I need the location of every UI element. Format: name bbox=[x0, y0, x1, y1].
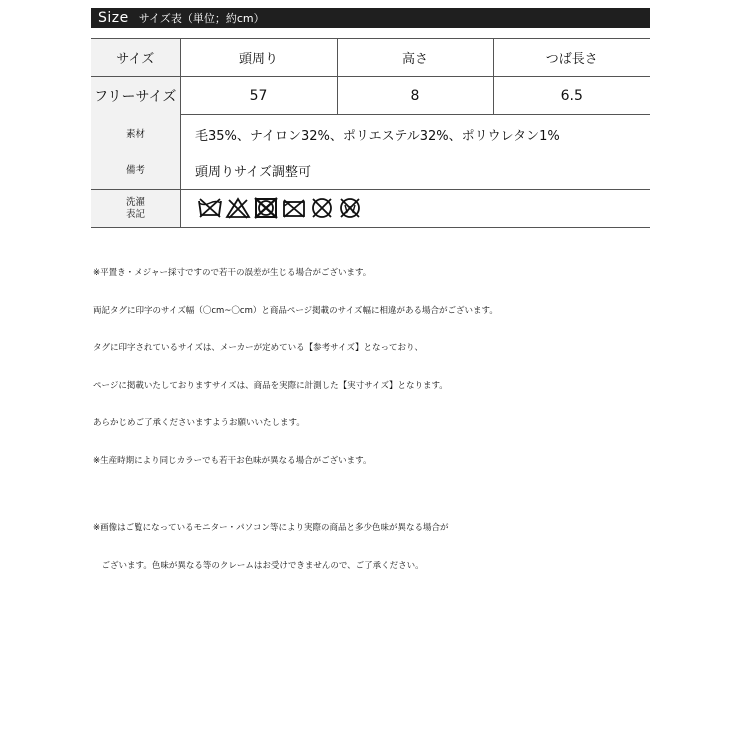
note-line: タグに印字されているサイズは、メーカーが定めている【参考サイズ】となっており、 bbox=[93, 343, 423, 353]
size-table-header-row bbox=[91, 39, 650, 77]
care-symbols bbox=[197, 196, 363, 220]
info-divider bbox=[91, 189, 650, 190]
note-line: 両記タグに印字のサイズ幅（〇cm~〇cm）と商品ページ掲載のサイズ幅に相違がある場合がございます。 bbox=[93, 305, 498, 316]
material-text: 毛35%、ナイロン32%、ポリエステル32%、ポリウレタン1% bbox=[195, 129, 560, 144]
size-name: フリーサイズ bbox=[91, 77, 180, 115]
note-line: ございます。色味が異なる等のクレームはお受けできませんので、ご了承ください。 bbox=[93, 560, 424, 571]
size-banner bbox=[91, 8, 650, 28]
notes-gap bbox=[93, 492, 653, 497]
banner-title: Size bbox=[98, 10, 129, 26]
banner-subtitle: サイズ表（単位；約cm） bbox=[138, 12, 265, 25]
remarks-label: 備考 bbox=[125, 165, 145, 176]
header-brim-length: つば長さ bbox=[493, 39, 650, 77]
value-head-circumference: 57 bbox=[180, 77, 337, 115]
remarks-text: 頭周りサイズ調整可 bbox=[195, 165, 311, 180]
header-head-circumference: 頭周り bbox=[180, 39, 337, 77]
note-line: ※平置き・メジャー採寸ですので若干の誤差が生じる場合がございます。 bbox=[93, 268, 372, 278]
size-header-label: サイズ bbox=[91, 39, 180, 77]
notes-block bbox=[93, 242, 653, 585]
value-brim-length: 6.5 bbox=[493, 77, 650, 115]
no-tumble-dry-icon bbox=[253, 196, 279, 220]
note-line: ※画像はご覧になっているモニター・パソコン等により実際の商品と多少色味が異なる場合が bbox=[93, 523, 449, 533]
note-line: ページに掲載いたしておりますサイズは、商品を実際に計測した【実寸サイズ】となります。 bbox=[93, 380, 448, 391]
no-dry-clean-icon bbox=[309, 196, 335, 220]
note-line: あらかじめご了承くださいますようお願いいたします。 bbox=[93, 418, 305, 428]
no-iron-icon bbox=[281, 196, 307, 220]
no-wash-icon bbox=[197, 196, 223, 220]
size-table bbox=[91, 38, 650, 115]
material-label: 素材 bbox=[125, 129, 145, 140]
size-table-row bbox=[91, 77, 650, 115]
care-label-line1: 洗濯 bbox=[125, 197, 145, 208]
care-label-line2: 表記 bbox=[125, 209, 145, 220]
header-height: 高さ bbox=[337, 39, 493, 77]
product-info-table bbox=[91, 114, 650, 228]
value-height: 8 bbox=[337, 77, 493, 115]
no-bleach-icon bbox=[225, 196, 251, 220]
no-wet-clean-icon bbox=[337, 196, 363, 220]
note-line: ※生産時期により同じカラーでも若干お色味が異なる場合がございます。 bbox=[93, 455, 372, 466]
